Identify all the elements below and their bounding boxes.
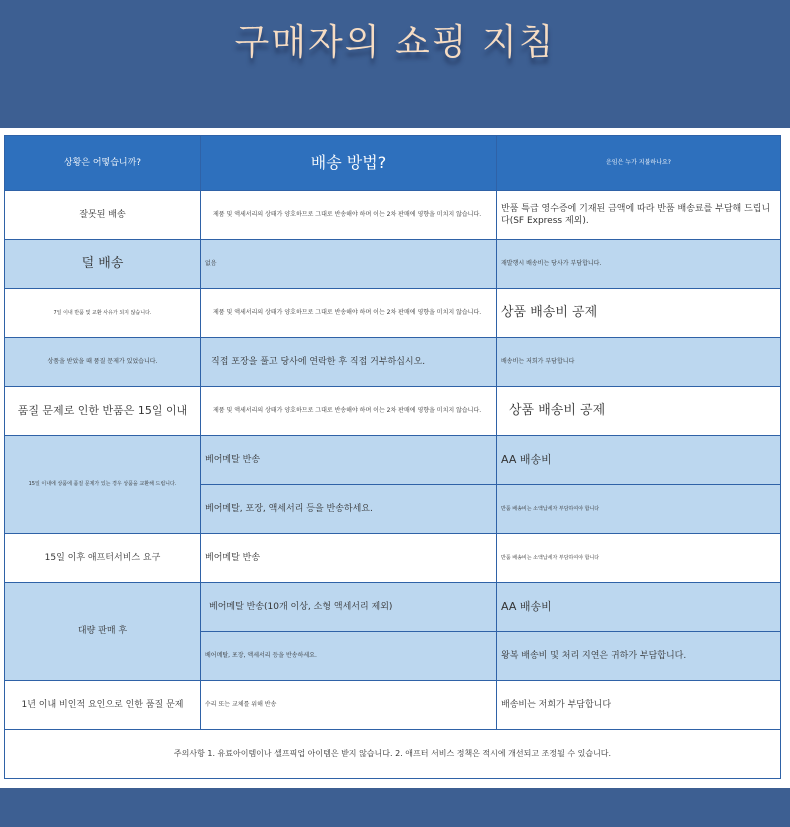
fee-cell: 반품 배송비는 소액납세자 부담하여야 합니다 [497, 534, 781, 583]
situation-cell: 잘못된 배송 [5, 191, 201, 240]
table-row [5, 289, 781, 338]
shopping-guide-table [4, 135, 781, 779]
method-cell: 베어메탈 반송(10개 이상, 소형 액세서리 제외) [201, 583, 497, 632]
situation-cell: 1년 이내 비인적 요인으로 인한 품질 문제 [5, 681, 201, 730]
situation-cell: 7일 이내 반품 및 교환 사유가 되지 않습니다. [5, 289, 201, 338]
table-row [5, 534, 781, 583]
method-cell: 베어메탈 반송 [201, 534, 497, 583]
method-cell: 직접 포장을 풀고 당사에 연락한 후 직접 거부하십시오. [201, 338, 497, 387]
table-row [5, 387, 781, 436]
header-fee: 운임은 누가 지불하나요? [497, 136, 781, 191]
method-cell: 제품 및 액세서리의 상태가 양호하므로 그대로 반송해야 하며 이는 2차 판매에 영향을 미치지 않습니다. [201, 289, 497, 338]
method-cell: 제품 및 액세서리의 상태가 양호하므로 그대로 반송해야 하며 이는 2차 판매에 영향을 미치지 않습니다. [201, 387, 497, 436]
situation-cell: 품질 문제로 인한 반품은 15일 이내 [5, 387, 201, 436]
table-row [5, 191, 781, 240]
table-header-row [5, 136, 781, 191]
guide-panel [0, 128, 790, 788]
table-row [5, 240, 781, 289]
fee-cell: 반품 배송비는 소액납세자 부담하여야 합니다 [497, 485, 781, 534]
fee-cell: 배송비는 저희가 부담합니다 [497, 681, 781, 730]
fee-cell: 배송비는 저희가 부담합니다 [497, 338, 781, 387]
fee-cell: AA 배송비 [497, 436, 781, 485]
fee-cell: AA 배송비 [497, 583, 781, 632]
table-row [5, 436, 781, 485]
note-row [5, 730, 781, 779]
situation-cell: 덜 배송 [5, 240, 201, 289]
fee-cell: 왕복 배송비 및 처리 지연은 귀하가 부담합니다. [497, 632, 781, 681]
fee-cell: 상품 배송비 공제 [497, 289, 781, 338]
method-cell: 베어메탈 반송 [201, 436, 497, 485]
note-text: 주의사항 1. 유료아이템이나 셀프픽업 아이템은 받지 않습니다. 2. 애프터 서비스 정책은 적시에 개선되고 조정될 수 있습니다. [5, 730, 781, 779]
method-cell: 베어메탈, 포장, 액세서리 등을 반송하세요. [201, 632, 497, 681]
situation-cell: 15일 이후 애프터서비스 요구 [5, 534, 201, 583]
table-row [5, 338, 781, 387]
header-method: 배송 방법? [201, 136, 497, 191]
situation-cell: 상품을 받았을 때 품질 문제가 있었습니다. [5, 338, 201, 387]
method-cell: 제품 및 액세서리의 상태가 양호하므로 그대로 반송해야 하며 이는 2차 판매에 영향을 미치지 않습니다. [201, 191, 497, 240]
situation-cell: 대량 판매 후 [5, 583, 201, 681]
fee-cell: 재발행시 배송비는 당사가 부담합니다. [497, 240, 781, 289]
table-row [5, 583, 781, 632]
fee-cell: 상품 배송비 공제 [497, 387, 781, 436]
table-row [5, 681, 781, 730]
header-situation: 상황은 어떻습니까? [5, 136, 201, 191]
fee-cell: 반품 특급 영수증에 기재된 금액에 따라 반품 배송료를 부담해 드립니다(SF Express 제외). [497, 191, 781, 240]
situation-cell: 15일 이내에 상품에 품질 문제가 있는 경우 상품을 교환해 드립니다. [5, 436, 201, 534]
method-cell: 수리 또는 교체를 위해 반송 [201, 681, 497, 730]
method-cell: 없음 [201, 240, 497, 289]
page-title: 구매자의 쇼핑 지침 [234, 22, 556, 63]
method-cell: 베어메탈, 포장, 액세서리 등을 반송하세요. [201, 485, 497, 534]
